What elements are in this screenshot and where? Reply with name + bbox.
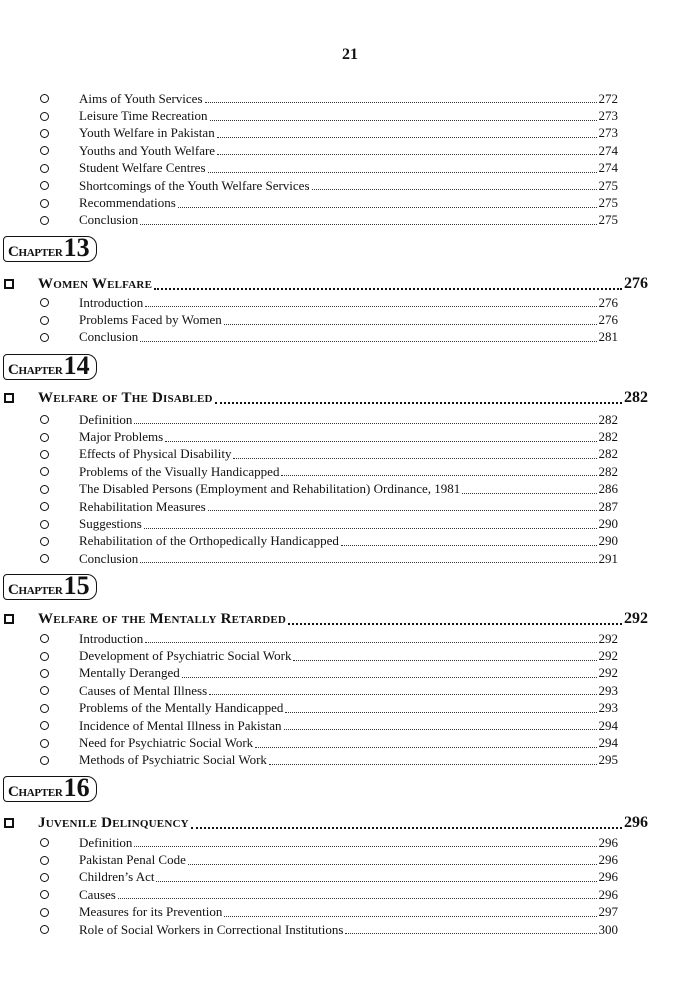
dot-leader — [285, 712, 596, 713]
hollow-circle-bullet-icon — [40, 856, 49, 865]
dot-leader — [208, 510, 597, 511]
hollow-circle-bullet-icon — [40, 502, 49, 511]
toc-entry[interactable]: Causes 296 — [40, 886, 618, 903]
toc-entry[interactable]: Youth Welfare in Pakistan 273 — [40, 125, 618, 142]
dot-leader — [140, 341, 596, 342]
section-list-ch16 — [40, 834, 618, 938]
dot-leader — [178, 207, 597, 208]
toc-entry[interactable]: Leisure Time Recreation 273 — [40, 107, 618, 124]
hollow-circle-bullet-icon — [40, 721, 49, 730]
dot-leader — [134, 846, 596, 847]
chapter-16-label: Chapter 16 — [3, 776, 97, 802]
hollow-circle-bullet-icon — [40, 554, 49, 563]
dot-leader — [233, 458, 596, 459]
dot-leader — [341, 545, 597, 546]
dot-leader — [284, 729, 597, 730]
dot-leader — [208, 172, 597, 173]
toc-entry[interactable]: Recommendations 275 — [40, 194, 618, 211]
toc-entry[interactable]: Problems of the Visually Handicapped 282 — [40, 463, 618, 480]
toc-entry[interactable]: The Disabled Persons (Employment and Rehabilitation) Ordinance, 1981 286 — [40, 481, 618, 498]
toc-entry[interactable]: Pakistan Penal Code 296 — [40, 851, 618, 868]
dot-leader — [182, 677, 597, 678]
hollow-circle-bullet-icon — [40, 634, 49, 643]
toc-entry[interactable]: Problems of the Mentally Handicapped 293 — [40, 700, 618, 717]
hollow-circle-bullet-icon — [40, 537, 49, 546]
square-bullet-icon — [4, 279, 14, 289]
hollow-circle-bullet-icon — [40, 333, 49, 342]
dot-leader — [134, 423, 596, 424]
chapter-16-heading[interactable]: Juvenile Delinquency 296 — [4, 814, 648, 832]
toc-entry[interactable]: Introduction 292 — [40, 630, 618, 647]
hollow-circle-bullet-icon — [40, 450, 49, 459]
hollow-circle-bullet-icon — [40, 704, 49, 713]
toc-entry[interactable]: Effects of Physical Disability 282 — [40, 446, 618, 463]
toc-entry[interactable]: Definition 282 — [40, 411, 618, 428]
dot-leader — [345, 933, 596, 934]
hollow-circle-bullet-icon — [40, 199, 49, 208]
section-list-ch13 — [40, 294, 618, 346]
toc-entry[interactable]: Conclusion 275 — [40, 212, 618, 229]
chapter-14-heading[interactable]: Welfare of The Disabled 282 — [4, 389, 648, 407]
toc-entry[interactable]: Rehabilitation of the Orthopedically Handicapped 290 — [40, 533, 618, 550]
square-bullet-icon — [4, 614, 14, 624]
toc-entry[interactable]: Conclusion 281 — [40, 329, 618, 346]
dot-leader — [154, 288, 622, 290]
section-list-ch15 — [40, 630, 618, 769]
toc-entry[interactable]: Mentally Deranged 292 — [40, 665, 618, 682]
dot-leader — [191, 827, 622, 829]
dot-leader — [145, 306, 596, 307]
chapter-13-heading[interactable]: Women Welfare 276 — [4, 275, 648, 293]
toc-entry[interactable]: Youths and Youth Welfare 274 — [40, 142, 618, 159]
dot-leader — [217, 154, 596, 155]
hollow-circle-bullet-icon — [40, 216, 49, 225]
dot-leader — [140, 562, 596, 563]
chapter-13-label: Chapter 13 — [3, 236, 97, 262]
dot-leader — [462, 493, 596, 494]
dot-leader — [144, 528, 597, 529]
hollow-circle-bullet-icon — [40, 873, 49, 882]
hollow-circle-bullet-icon — [40, 838, 49, 847]
toc-entry[interactable]: Role of Social Workers in Correctional Institutions 300 — [40, 921, 618, 938]
hollow-circle-bullet-icon — [40, 908, 49, 917]
hollow-circle-bullet-icon — [40, 316, 49, 325]
dot-leader — [217, 137, 597, 138]
hollow-circle-bullet-icon — [40, 756, 49, 765]
chapter-14-label: Chapter 14 — [3, 354, 97, 380]
square-bullet-icon — [4, 818, 14, 828]
chapter-15-heading[interactable]: Welfare of the Mentally Retarded 292 — [4, 610, 648, 628]
dot-leader — [281, 475, 596, 476]
hollow-circle-bullet-icon — [40, 94, 49, 103]
hollow-circle-bullet-icon — [40, 146, 49, 155]
hollow-circle-bullet-icon — [40, 669, 49, 678]
dot-leader — [269, 764, 597, 765]
toc-entry[interactable]: Problems Faced by Women 276 — [40, 311, 618, 328]
dot-leader — [165, 441, 596, 442]
dot-leader — [205, 102, 597, 103]
dot-leader — [156, 881, 596, 882]
section-list-ch14 — [40, 411, 618, 568]
toc-entry[interactable]: Shortcomings of the Youth Welfare Services 275 — [40, 177, 618, 194]
toc-entry[interactable]: Development of Psychiatric Social Work 292 — [40, 647, 618, 664]
hollow-circle-bullet-icon — [40, 485, 49, 494]
section-list-top — [40, 90, 618, 229]
hollow-circle-bullet-icon — [40, 164, 49, 173]
hollow-circle-bullet-icon — [40, 433, 49, 442]
hollow-circle-bullet-icon — [40, 129, 49, 138]
toc-entry[interactable]: Introduction 276 — [40, 294, 618, 311]
toc-entry[interactable]: Children’s Act 296 — [40, 869, 618, 886]
hollow-circle-bullet-icon — [40, 925, 49, 934]
dot-leader — [140, 224, 596, 225]
page-number: 21 — [342, 46, 358, 63]
toc-entry[interactable]: Conclusion 291 — [40, 550, 618, 567]
square-bullet-icon — [4, 393, 14, 403]
toc-entry[interactable]: Rehabilitation Measures 287 — [40, 498, 618, 515]
toc-entry[interactable]: Major Problems 282 — [40, 428, 618, 445]
dot-leader — [224, 916, 596, 917]
chapter-15-label: Chapter 15 — [3, 574, 97, 600]
hollow-circle-bullet-icon — [40, 890, 49, 899]
toc-entry[interactable]: Need for Psychiatric Social Work 294 — [40, 734, 618, 751]
toc-entry[interactable]: Incidence of Mental Illness in Pakistan 294 — [40, 717, 618, 734]
hollow-circle-bullet-icon — [40, 467, 49, 476]
dot-leader — [312, 189, 597, 190]
toc-entry[interactable]: Aims of Youth Services 272 — [40, 90, 618, 107]
hollow-circle-bullet-icon — [40, 739, 49, 748]
dot-leader — [145, 642, 596, 643]
hollow-circle-bullet-icon — [40, 686, 49, 695]
dot-leader — [224, 324, 597, 325]
toc-entry[interactable]: Measures for its Prevention 297 — [40, 904, 618, 921]
hollow-circle-bullet-icon — [40, 415, 49, 424]
hollow-circle-bullet-icon — [40, 520, 49, 529]
hollow-circle-bullet-icon — [40, 652, 49, 661]
hollow-circle-bullet-icon — [40, 181, 49, 190]
toc-entry[interactable]: Student Welfare Centres 274 — [40, 160, 618, 177]
toc-entry[interactable]: Suggestions 290 — [40, 515, 618, 532]
toc-entry[interactable]: Causes of Mental Illness 293 — [40, 682, 618, 699]
dot-leader — [209, 694, 596, 695]
dot-leader — [118, 898, 597, 899]
dot-leader — [215, 402, 622, 404]
dot-leader — [288, 623, 622, 625]
dot-leader — [255, 747, 596, 748]
toc-entry[interactable]: Methods of Psychiatric Social Work 295 — [40, 752, 618, 769]
hollow-circle-bullet-icon — [40, 112, 49, 121]
dot-leader — [188, 864, 597, 865]
toc-entry[interactable]: Definition 296 — [40, 834, 618, 851]
dot-leader — [293, 660, 596, 661]
dot-leader — [210, 120, 597, 121]
hollow-circle-bullet-icon — [40, 298, 49, 307]
